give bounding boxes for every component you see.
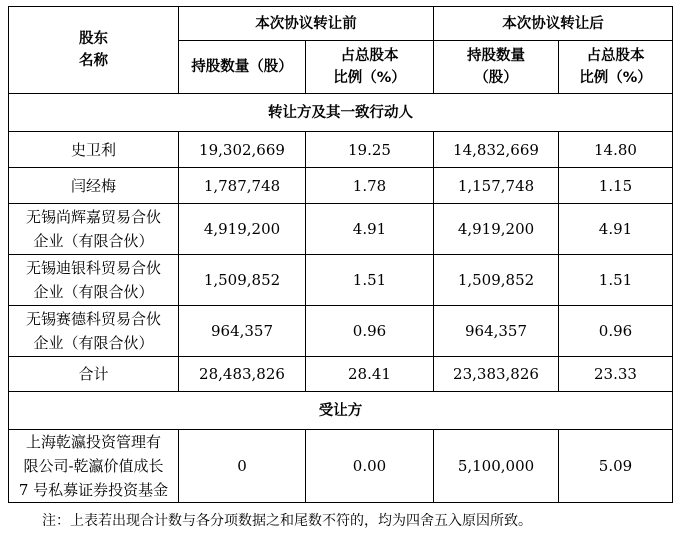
row-name-line: 无锡迪银科贸易合伙 <box>25 259 161 277</box>
header-after-group: 本次协议转让后 <box>434 7 673 41</box>
cell-shares-after: 14,832,669 <box>434 132 559 168</box>
header-shares-after-line1: 持股数量 <box>467 48 525 64</box>
row-name <box>9 132 179 168</box>
header-shares-before: 持股数量（股） <box>179 41 306 94</box>
table-row <box>9 168 673 204</box>
cell-ratio-after: 4.91 <box>559 204 673 255</box>
cell-ratio-after: 14.80 <box>559 132 673 168</box>
cell-ratio-before: 1.78 <box>306 168 434 204</box>
cell-ratio-before: 28.41 <box>306 357 434 392</box>
header-shareholder <box>9 7 179 94</box>
row-name <box>9 357 179 392</box>
row-name <box>9 204 179 255</box>
header-ratio-before <box>306 41 434 94</box>
row-name-line: 史卫利 <box>70 140 116 159</box>
cell-shares-before: 4,919,200 <box>179 204 306 255</box>
cell-shares-before: 1,787,748 <box>179 168 306 204</box>
cell-ratio-before: 0.00 <box>306 430 434 503</box>
header-before-group: 本次协议转让前 <box>179 7 434 41</box>
total-row <box>9 357 673 392</box>
row-name-line: 7 号私募证券投资基金 <box>18 481 169 499</box>
cell-shares-after: 4,919,200 <box>434 204 559 255</box>
table-row <box>9 430 673 503</box>
row-name <box>9 430 179 503</box>
row-name-line: 限公司-乾瀛价值成长 <box>23 457 164 475</box>
cell-shares-after: 23,383,826 <box>434 357 559 392</box>
cell-ratio-before: 19.25 <box>306 132 434 168</box>
cell-ratio-before: 1.51 <box>306 255 434 306</box>
cell-shares-before: 1,509,852 <box>179 255 306 306</box>
row-name-line: 企业（有限合伙） <box>33 283 154 301</box>
cell-shares-after: 1,157,748 <box>434 168 559 204</box>
header-ratio-before-line2: 比例（%） <box>333 70 406 86</box>
cell-shares-before: 964,357 <box>179 306 306 357</box>
header-ratio-after-line2: 比例（%） <box>579 70 652 86</box>
shareholding-table <box>8 6 673 503</box>
cell-ratio-after: 1.15 <box>559 168 673 204</box>
section-transferee: 受让方 <box>9 392 673 430</box>
header-ratio-after <box>559 41 673 94</box>
header-shareholder-line2: 名称 <box>79 53 108 69</box>
cell-ratio-before: 4.91 <box>306 204 434 255</box>
cell-shares-after: 964,357 <box>434 306 559 357</box>
table-row <box>9 306 673 357</box>
section-transferor: 转让方及其一致行动人 <box>9 94 673 132</box>
header-ratio-before-line1: 占总股本 <box>340 48 399 64</box>
footnote: 注：上表若出现合计数与各分项数据之和尾数不符的，均为四舍五入原因所致。 <box>42 513 532 529</box>
row-name-line: 无锡尚辉嘉贸易合伙 <box>25 208 161 226</box>
cell-shares-before: 0 <box>179 430 306 503</box>
cell-ratio-after: 0.96 <box>559 306 673 357</box>
table-row <box>9 204 673 255</box>
row-name-line: 上海乾瀛投资管理有 <box>25 433 161 451</box>
table-row <box>9 132 673 168</box>
row-name-line: 无锡赛德科贸易合伙 <box>25 310 161 328</box>
row-name <box>9 168 179 204</box>
cell-ratio-before: 0.96 <box>306 306 434 357</box>
cell-shares-after: 5,100,000 <box>434 430 559 503</box>
row-name-line: 企业（有限合伙） <box>33 334 154 352</box>
header-shareholder-line1: 股东 <box>79 31 108 47</box>
cell-shares-before: 19,302,669 <box>179 132 306 168</box>
cell-ratio-after: 23.33 <box>559 357 673 392</box>
row-name-line: 闫经梅 <box>70 176 116 195</box>
row-name <box>9 255 179 306</box>
cell-shares-after: 1,509,852 <box>434 255 559 306</box>
row-name <box>9 306 179 357</box>
row-name-line: 企业（有限合伙） <box>33 232 154 250</box>
table-row <box>9 255 673 306</box>
header-shares-after-line2: （股） <box>474 70 518 86</box>
cell-ratio-after: 1.51 <box>559 255 673 306</box>
cell-ratio-after: 5.09 <box>559 430 673 503</box>
header-shares-after <box>434 41 559 94</box>
cell-shares-before: 28,483,826 <box>179 357 306 392</box>
row-name-line: 合计 <box>78 365 109 383</box>
header-ratio-after-line1: 占总股本 <box>586 48 645 64</box>
